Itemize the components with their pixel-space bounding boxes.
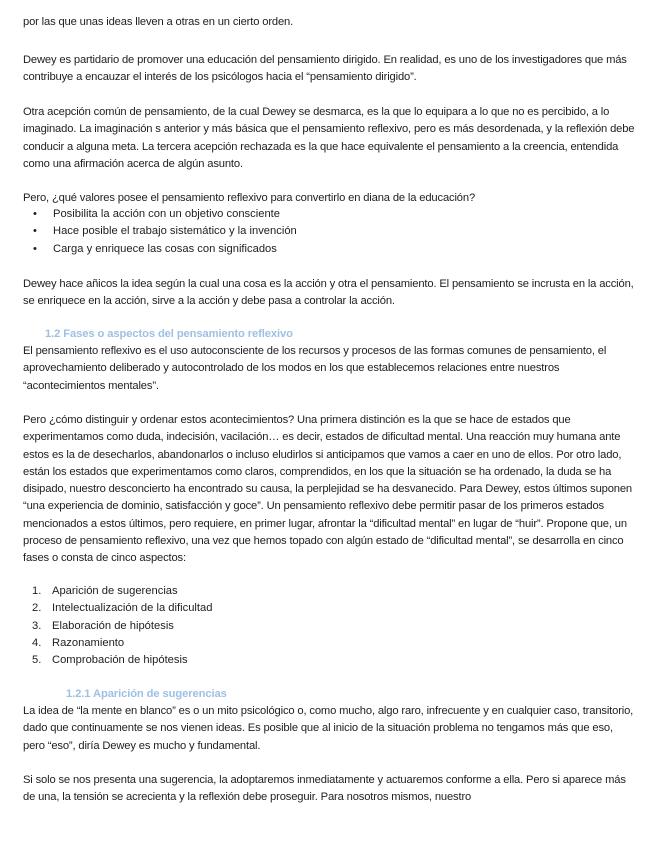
paragraph: Otra acepción común de pensamiento, de la cual Dewey se desmarca, es la que lo equipara a lo que no es percibido, a lo imaginado. La imaginación s anterior y más básica que el pensamiento reflexivo, pero es más desordenada, y la reflexión debe conducir a alguna meta. La tercera acepción rechazada es la que hace equivalente el pensamiento a la creencia, entendida como una afirmación acerca de algún asunto. (23, 106, 635, 170)
list-item: • Carga y enriquece las cosas con significados (23, 241, 623, 258)
list-number: 2. (32, 602, 42, 615)
section-heading: 1.2 Fases o aspectos del pensamiento reflexivo (45, 328, 293, 340)
list-text: Elaboración de hipótesis (52, 619, 174, 632)
paragraph: Dewey hace añicos la idea según la cual una cosa es la acción y otra el pensamiento. El pensamiento se incrusta en la acción, se enriquece en la acción, sirve a la acción y debe pasa a controlar la acción. (23, 278, 634, 308)
paragraph: La idea de “la mente en blanco” es o un mito psicológico o, como mucho, algo raro, infrecuente y en cualquier caso, transitorio, dado que continuamente se nos vienen ideas. Es posible que al inicio de la situación problema no tengamos más que eso, pero “eso”, diría Dewey es mucho y fundamental. (23, 705, 634, 752)
list-number: 5. (32, 654, 42, 667)
list-number: 3. (32, 619, 42, 632)
numbered-list (23, 583, 623, 669)
list-text: Comprobación de hipótesis (52, 654, 188, 667)
list-item (23, 635, 623, 652)
subsection-heading: 1.2.1 Aparición de sugerencias (66, 688, 227, 700)
paragraph: Si solo se nos presenta una sugerencia, la adoptaremos inmediatamente y actuaremos conforme a ella. Pero si aparece más de una, la tensión se acrecienta y la reflexión debe proseguir. Para nosotros mismos, nuestro (23, 774, 626, 804)
list-text: Razonamiento (52, 636, 125, 649)
list-item (23, 600, 623, 617)
list-item (23, 583, 623, 600)
list-item: • Posibilita la acción con un objetivo consciente (23, 206, 623, 223)
bullet-list (23, 206, 623, 258)
list-text: Intelectualización de la dificultad (52, 602, 213, 615)
list-item: • Hace posible el trabajo sistemático y la invención (23, 223, 623, 240)
list-number: 4. (32, 636, 42, 649)
list-text: Aparición de sugerencias (52, 585, 178, 597)
list-item (23, 618, 623, 635)
paragraph: Pero ¿cómo distinguir y ordenar estos acontecimientos? Una primera distinción es la que se hace de estados que experimentamos como duda, indecisión, vacilación… es decir, estados de dificultad mental. Una reacción muy humana ante estos es la de desecharlos, abandonarlos o incluso eludirlos si anticipamos que vamos a caer en uno de ellos. Por otro lado, están los estados que experimentamos como claros, comprendidos, en los que la situación se ha ordenado, la duda se ha disipado, nuestro desconcierto ha encontrado su causa, la perplejidad se ha desvanecido. Para Dewey, estos últimos suponen “una experiencia de dominio, satisfacción y goce”. Un pensamiento reflexivo debe permitir pasar de los primeros estados mencionados a estos últimos, pero requiere, en primer lugar, afrontar la “dificultad mental” en lugar de “huir”. Propone que, un proceso de pensamiento reflexivo, una vez que hemos topado con algún estado de “dificultad mental”, se desarrolla en cinco fases o consta de cinco aspectos: (23, 414, 633, 565)
paragraph: Dewey es partidario de promover una educación del pensamiento dirigido. En realidad, es uno de los investigadores que más contribuye a encauzar el interés de los psicólogos hacia el “pensamiento dirigido”. (23, 54, 627, 84)
paragraph: por las que unas ideas lleven a otras en un cierto orden. (23, 16, 294, 28)
list-number: 1. (32, 585, 42, 597)
list-item (23, 652, 623, 669)
paragraph: El pensamiento reflexivo es el uso autoconsciente de los recursos y procesos de las formas comunes de pensamiento, el aprovechamiento deliberado y autocontrolado de los modos en los que establecemos relaciones entre nuestros “acontecimientos mentales”. (23, 345, 607, 392)
paragraph: Pero, ¿qué valores posee el pensamiento reflexivo para convertirlo en diana de la educación? (23, 192, 476, 204)
